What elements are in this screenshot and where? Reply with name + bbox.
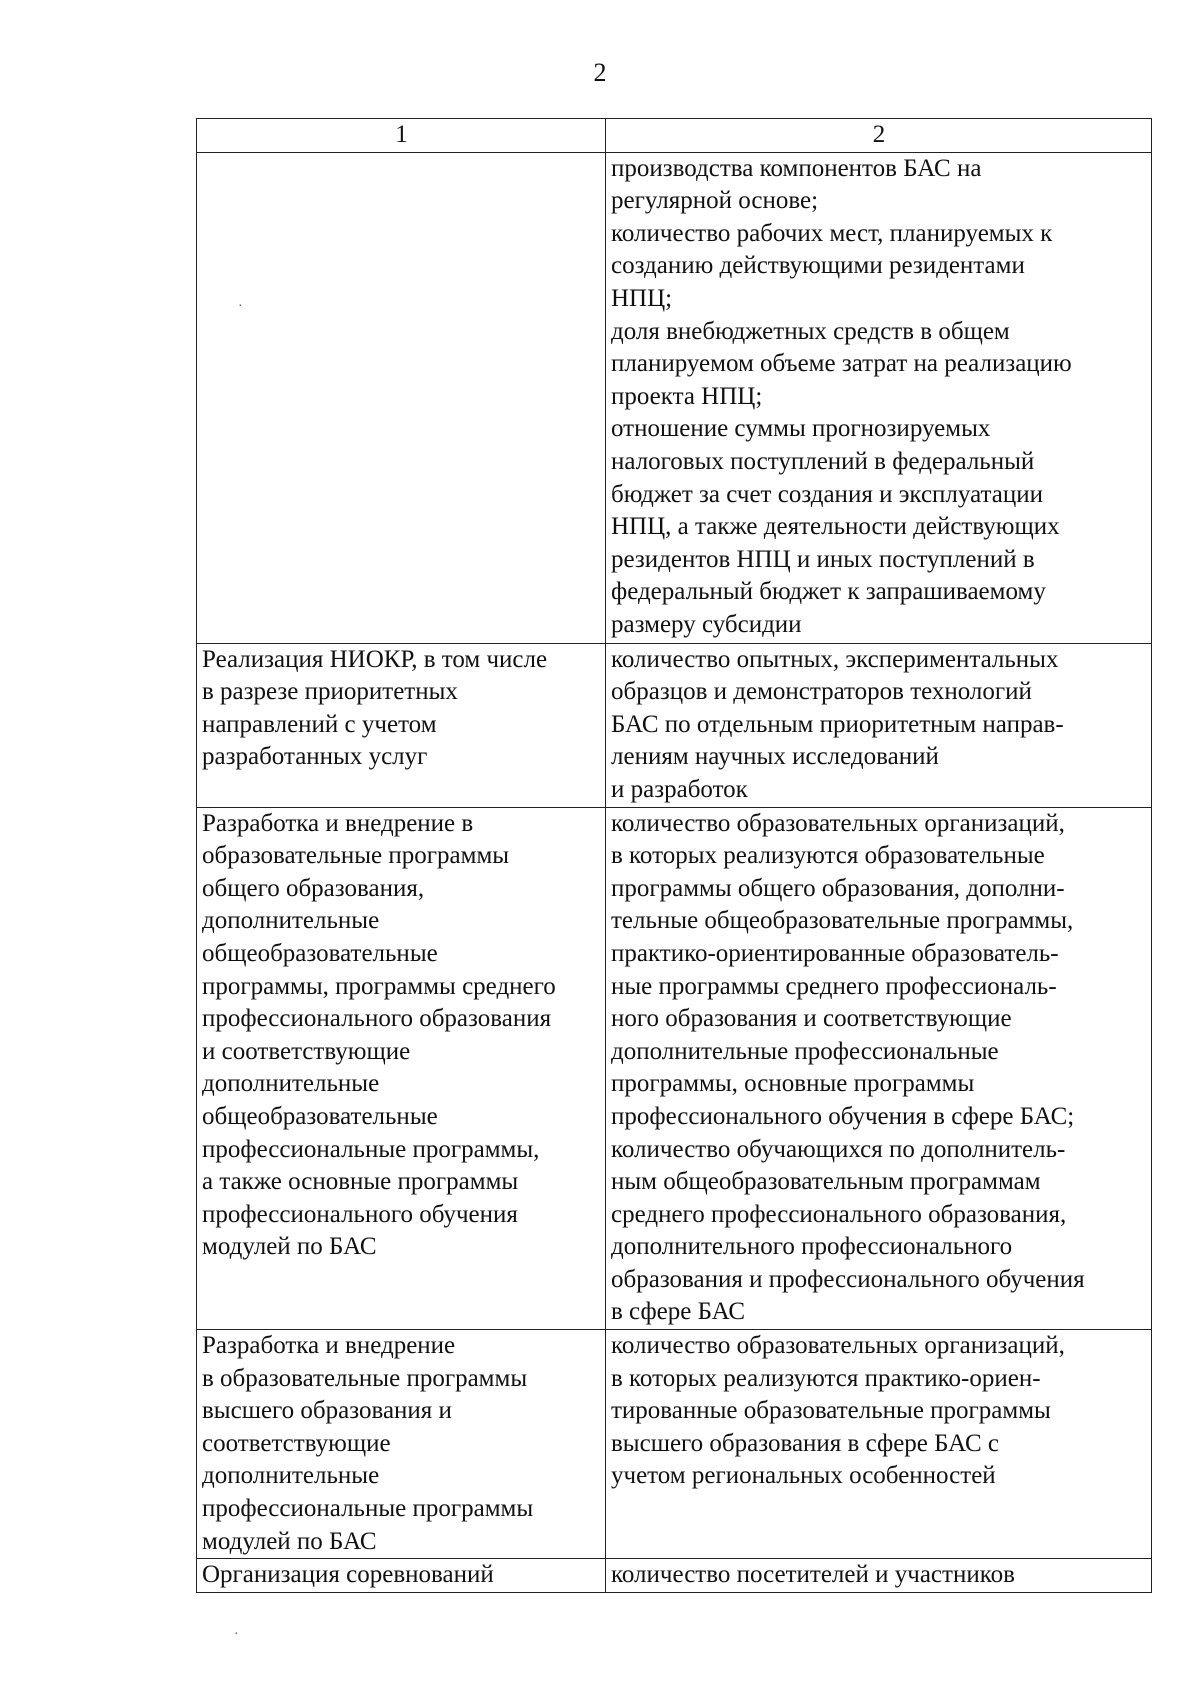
table-row — [197, 152, 1152, 643]
table-cell-activity — [197, 807, 606, 1330]
indicators-table — [196, 118, 1152, 1593]
indicator-text: количество опытных, экспериментальных образцов и демонстраторов технологий БАС по отдельным приоритетным направ- лениям научных исследований и разработок — [611, 645, 1064, 803]
table-row — [197, 1330, 1152, 1559]
table-cell-activity — [197, 1559, 606, 1593]
table-cell-activity — [197, 643, 606, 807]
column-header-1: 1 — [197, 119, 606, 153]
table-row — [197, 1559, 1152, 1593]
indicator-text: производства компонентов БАС на регулярной основе; количество рабочих мест, планируемых к созданию действующими резидентами НПЦ; доля внебюджетных средств в общем планируемом объеме затрат на реализацию проекта НПЦ; отношение суммы прогнозируемых налоговых поступлений в федеральный бюджет за счет создания и эксплуатации НПЦ, а также деятельности действующих резидентов НПЦ и иных поступлений в федеральный бюджет к запрашиваемому размеру субсидии — [611, 154, 1072, 638]
activity-text: Разработка и внедрение в образовательные программы общего образования, дополнительные общеобразовательные программы, программы среднего профессионального образования и соответствующие дополнительные общеобразовательные профессиональные программы, а также основные программы профессионального обучения модулей по БАС — [202, 809, 556, 1261]
table-cell-indicator — [606, 807, 1152, 1330]
table-cell-indicator — [606, 1559, 1152, 1593]
scan-speck: · — [238, 299, 243, 314]
indicator-text: количество посетителей и участников — [611, 1561, 1015, 1589]
table-cell-indicator — [606, 643, 1152, 807]
activity-text: Реализация НИОКР, в том числе в разрезе приоритетных направлений с учетом разработанных услуг — [202, 645, 548, 771]
table-header-row — [197, 119, 1152, 153]
table-row — [197, 643, 1152, 807]
indicator-text: количество образовательных организаций, в которых реализуются практико-ориен- тированные образовательные программы высшего образования в сфере БАС с учетом региональных особенностей — [611, 1332, 1065, 1490]
column-header-2: 2 — [606, 119, 1152, 153]
table-cell-activity — [197, 1330, 606, 1559]
activity-text: Разработка и внедрение в образовательные программы высшего образования и соответствующие дополнительные профессиональные программы модулей по БАС — [202, 1332, 534, 1555]
indicator-text: количество образовательных организаций, в которых реализуются образовательные программы общего образования, дополни- тельные общеобразовательные программы, практико-ориентированные образователь- ные программы среднего профессиональ- ного образования и соответствующие дополнительные профессиональные программы, основные программы профессионального обучения в сфере БАС; количество обучающихся по дополнитель- ным общеобразовательным программам среднего профессионального образования, дополнительного профессионального образования и профессионального обучения в сфере БАС — [611, 809, 1085, 1326]
table-row — [197, 807, 1152, 1330]
table-cell-indicator — [606, 1330, 1152, 1559]
table-cell-activity — [197, 152, 606, 643]
scan-speck: · — [234, 1627, 239, 1642]
table-cell-indicator — [606, 152, 1152, 643]
activity-text: Организация соревнований — [202, 1561, 494, 1589]
page-number: 2 — [593, 58, 607, 87]
